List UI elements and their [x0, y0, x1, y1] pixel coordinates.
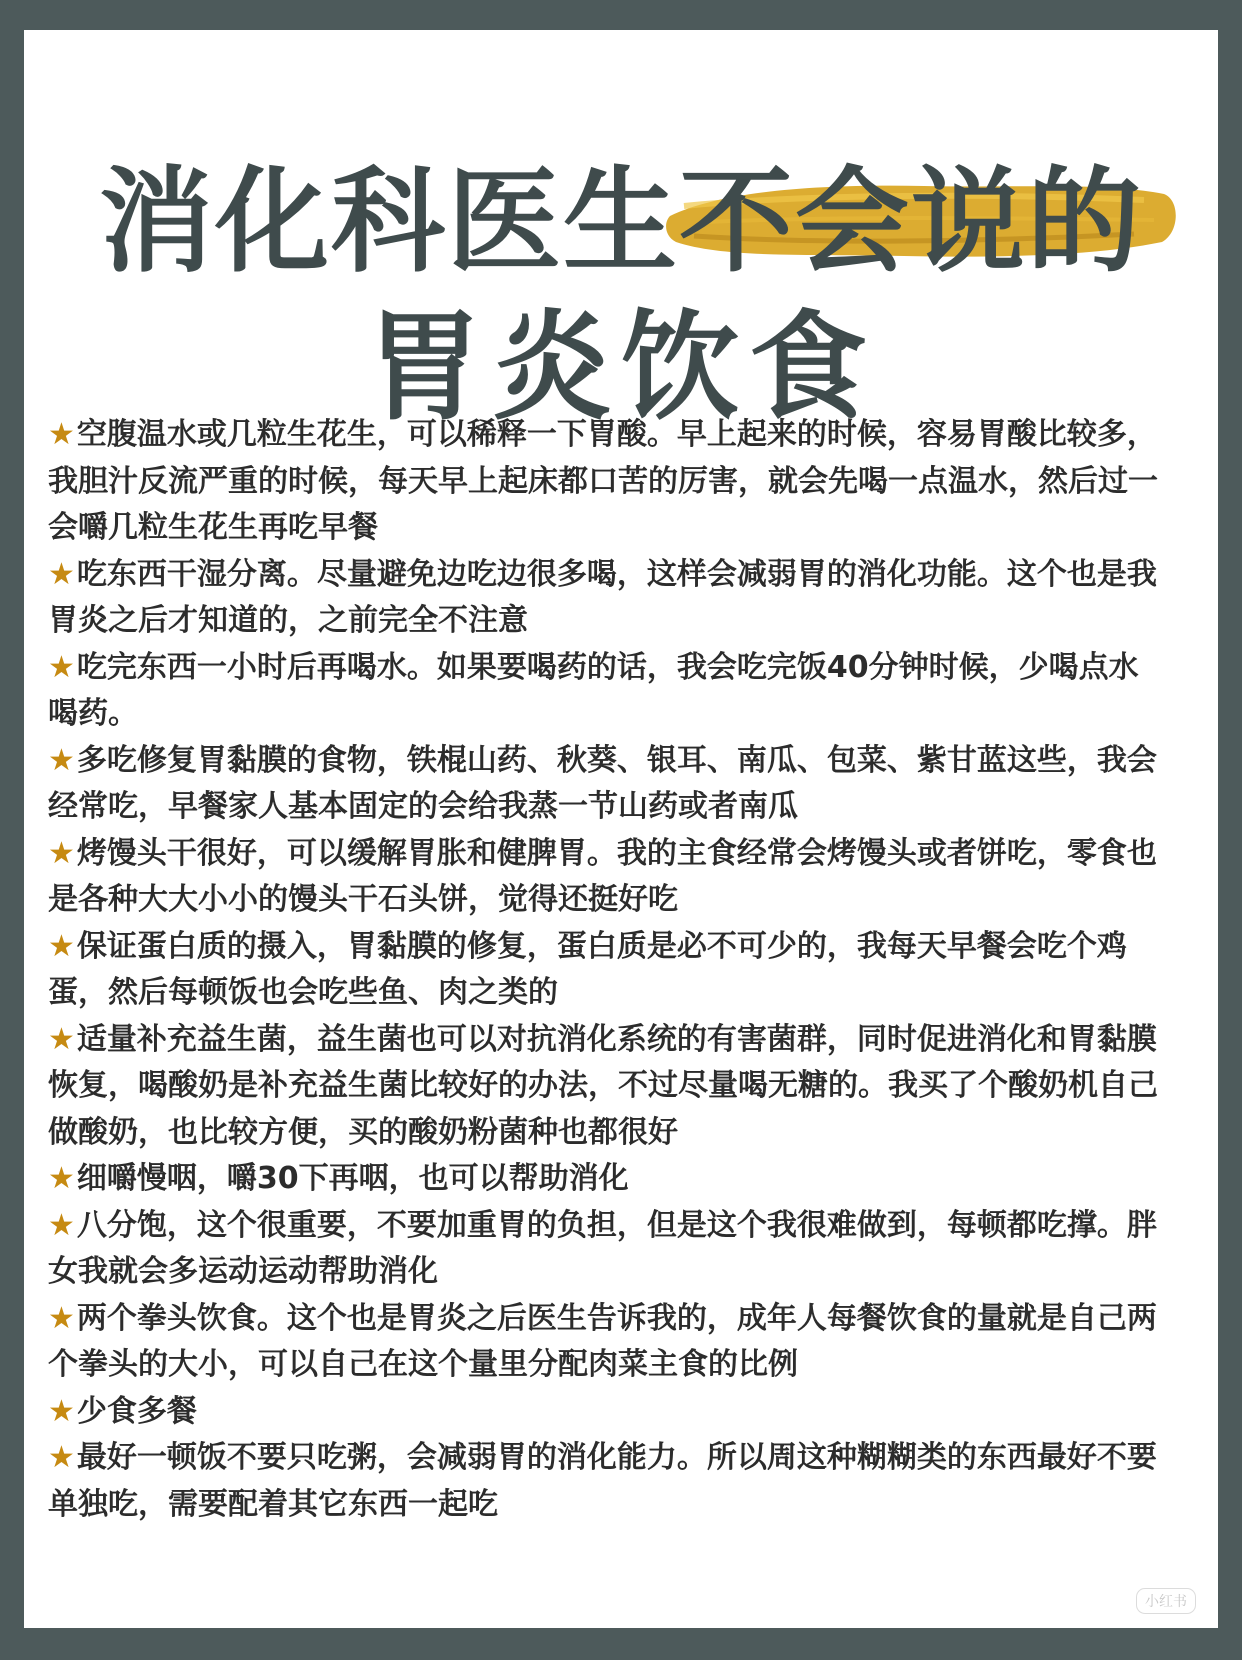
star-icon: ★: [48, 1021, 75, 1057]
list-item: [48, 552, 1168, 645]
star-icon: ★: [48, 1207, 75, 1243]
item-text: 两个拳头饮食。这个也是胃炎之后医生告诉我的，成年人每餐饮食的量就是自己两个拳头的大小，可以自己在这个量里分配肉菜主食的比例: [48, 1300, 1157, 1382]
item-text: 多吃修复胃黏膜的食物，铁棍山药、秋葵、银耳、南瓜、包菜、紫甘蓝这些，我会经常吃，早餐家人基本固定的会给我蒸一节山药或者南瓜: [48, 742, 1157, 824]
star-icon: ★: [48, 742, 75, 778]
list-item: [48, 645, 1168, 738]
list-item: [48, 924, 1168, 1017]
item-text: 吃完东西一小时后再喝水。如果要喝药的话，我会吃完饭40分钟时候，少喝点水喝药。: [48, 649, 1139, 731]
watermark-logo: 小红书: [1136, 1588, 1196, 1614]
star-icon: ★: [48, 835, 75, 871]
content-card: [24, 30, 1218, 1628]
star-icon: ★: [48, 417, 75, 452]
star-icon: ★: [48, 1440, 75, 1475]
item-text: 少食多餐: [76, 1393, 197, 1429]
star-icon: ★: [48, 1393, 75, 1429]
list-item: [48, 1017, 1168, 1157]
title-line-1: 消化科医生不会说的: [98, 155, 1143, 288]
list-item: [48, 738, 1168, 831]
list-item: [48, 1156, 1168, 1203]
item-text: 细嚼慢咽，嚼30下再咽，也可以帮助消化: [76, 1161, 629, 1196]
list-item: [48, 1389, 1168, 1436]
star-icon: ★: [48, 1300, 75, 1336]
title-line-2: 胃炎饮食: [364, 298, 877, 436]
list-item: [48, 831, 1168, 924]
star-icon: ★: [48, 649, 75, 685]
item-text: 适量补充益生菌，益生菌也可以对抗消化系统的有害菌群，同时促进消化和胃黏膜恢复，喝酸奶是补充益生菌比较好的办法，不过尽量喝无糖的。我买了个酸奶机自己做酸奶，也比较方便，买的酸奶粉菌种也都很好: [48, 1021, 1158, 1150]
list-item: [48, 1203, 1168, 1296]
title-block: [24, 100, 1218, 436]
item-text: 烤馒头干很好，可以缓解胃胀和健脾胃。我的主食经常会烤馒头或者饼吃，零食也是各种大大小小的馒头干石头饼，觉得还挺好吃: [48, 835, 1157, 917]
list-item: [48, 412, 1168, 552]
item-text: 最好一顿饭不要只吃粥，会减弱胃的消化能力。所以周这种糊糊类的东西最好不要单独吃，需要配着其它东西一起吃: [48, 1440, 1157, 1522]
item-text: 空腹温水或几粒生花生，可以稀释一下胃酸。早上起来的时候，容易胃酸比较多，我胆汁反流严重的时候，每天早上起床都口苦的厉害，就会先喝一点温水，然后过一会嚼几粒生花生再吃早餐: [48, 417, 1158, 545]
item-text: 八分饱，这个很重要，不要加重胃的负担，但是这个我很难做到，每顿都吃撑。胖女我就会多运动运动帮助消化: [48, 1207, 1157, 1289]
star-icon: ★: [48, 556, 75, 592]
tips-list: [48, 412, 1168, 1528]
list-item: [48, 1435, 1168, 1528]
list-item: [48, 1296, 1168, 1389]
star-icon: ★: [48, 928, 75, 964]
item-text: 保证蛋白质的摄入，胃黏膜的修复，蛋白质是必不可少的，我每天早餐会吃个鸡蛋，然后每顿饭也会吃些鱼、肉之类的: [48, 928, 1127, 1010]
item-text: 吃东西干湿分离。尽量避免边吃边很多喝，这样会减弱胃的消化功能。这个也是我胃炎之后才知道的，之前完全不注意: [48, 556, 1157, 638]
star-icon: ★: [48, 1161, 75, 1196]
